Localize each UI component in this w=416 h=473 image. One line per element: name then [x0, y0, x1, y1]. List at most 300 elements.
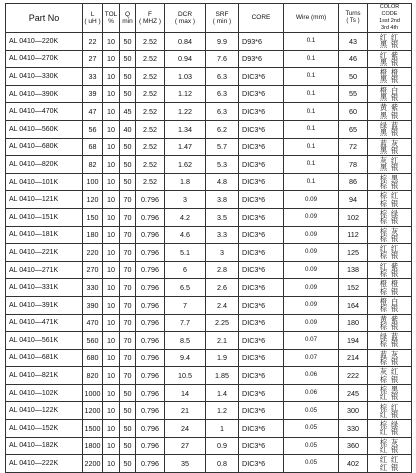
inductance-cell: 82 — [83, 156, 103, 174]
header-turns: Turns ( Ts ) — [339, 4, 368, 33]
wire-cell: 0.09 — [284, 244, 339, 262]
inductance-cell: 390 — [83, 296, 103, 314]
core-cell: DIC3*6 — [239, 314, 284, 332]
core-cell: DIC3*6 — [239, 120, 284, 138]
part-number-cell: AL 0410—270K — [6, 50, 83, 68]
core-cell: DIC3*6 — [239, 279, 284, 297]
turns-cell: 43 — [339, 33, 368, 51]
table-row — [6, 437, 412, 455]
table-row — [6, 68, 412, 86]
table-row — [6, 138, 412, 156]
q-min-cell: 50 — [120, 437, 136, 455]
color-code-line: 棕 灰 — [379, 226, 400, 236]
color-code-line: 黑 银 — [379, 145, 400, 155]
color-code-line: 灰 红 — [379, 156, 400, 166]
core-cell: DIC3*6 — [239, 349, 284, 367]
dcr-cell: 1.22 — [165, 103, 206, 121]
table-row — [6, 85, 412, 103]
dcr-cell: 1.62 — [165, 156, 206, 174]
color-code-line: 黑 银 — [379, 128, 400, 138]
turns-cell: 138 — [339, 261, 368, 279]
q-min-cell: 70 — [120, 244, 136, 262]
part-number-cell: AL 0410—182K — [6, 437, 83, 455]
spec-table — [5, 3, 412, 473]
table-row — [6, 103, 412, 121]
srf-cell: 5.7 — [206, 138, 239, 156]
core-cell: D93*6 — [239, 50, 284, 68]
tolerance-cell: 10 — [103, 138, 120, 156]
inductance-cell: 68 — [83, 138, 103, 156]
turns-cell: 330 — [339, 420, 368, 438]
color-code-line: 红 银 — [379, 427, 400, 437]
header-color-code: COLOR CODE 1sst 2nd 3rd 4th — [368, 4, 412, 33]
color-code-line: 橙 白 — [379, 85, 400, 95]
q-min-cell: 50 — [120, 138, 136, 156]
q-min-cell: 70 — [120, 367, 136, 385]
turns-cell: 72 — [339, 138, 368, 156]
turns-cell: 55 — [339, 85, 368, 103]
tolerance-cell: 10 — [103, 173, 120, 191]
wire-cell: 0.05 — [284, 455, 339, 473]
tolerance-cell: 10 — [103, 455, 120, 473]
table-row — [6, 367, 412, 385]
table-row — [6, 314, 412, 332]
turns-cell: 60 — [339, 103, 368, 121]
q-min-cell: 50 — [120, 402, 136, 420]
color-code-line: 黑 银 — [379, 110, 400, 120]
core-cell: DIC3*6 — [239, 208, 284, 226]
inductor-spec-sheet — [5, 3, 411, 473]
wire-cell: 0.05 — [284, 437, 339, 455]
table-row — [6, 384, 412, 402]
header-row — [6, 4, 412, 33]
table-row — [6, 156, 412, 174]
color-code-cell — [368, 332, 412, 350]
color-code-line: 红 红 — [379, 33, 400, 43]
frequency-cell: 0.796 — [136, 455, 165, 473]
tolerance-cell: 10 — [103, 191, 120, 209]
table-row — [6, 279, 412, 297]
part-number-cell: AL 0410—222K — [6, 455, 83, 473]
q-min-cell: 70 — [120, 261, 136, 279]
dcr-cell: 5.1 — [165, 244, 206, 262]
frequency-cell: 2.52 — [136, 156, 165, 174]
q-min-cell: 70 — [120, 191, 136, 209]
srf-cell: 9.9 — [206, 33, 239, 51]
dcr-cell: 27 — [165, 437, 206, 455]
core-cell: DIC3*6 — [239, 173, 284, 191]
q-min-cell: 50 — [120, 68, 136, 86]
color-code-cell — [368, 68, 412, 86]
turns-cell: 180 — [339, 314, 368, 332]
srf-cell: 2.4 — [206, 296, 239, 314]
color-code-cell — [368, 437, 412, 455]
dcr-cell: 8.5 — [165, 332, 206, 350]
dcr-cell: 7 — [165, 296, 206, 314]
tolerance-cell: 10 — [103, 120, 120, 138]
wire-cell: 0.1 — [284, 173, 339, 191]
wire-cell: 0.06 — [284, 367, 339, 385]
srf-cell: 2.8 — [206, 261, 239, 279]
dcr-cell: 4.6 — [165, 226, 206, 244]
q-min-cell: 50 — [120, 420, 136, 438]
srf-cell: 6.2 — [206, 120, 239, 138]
q-min-cell: 50 — [120, 173, 136, 191]
color-code-line: 棕 银 — [379, 198, 400, 208]
wire-cell: 0.09 — [284, 314, 339, 332]
color-code-line: 橙 白 — [379, 297, 400, 306]
part-number-cell: AL 0410—680K — [6, 138, 83, 156]
color-code-cell — [368, 455, 412, 473]
part-number-cell: AL 0410—391K — [6, 296, 83, 314]
inductance-cell: 180 — [83, 226, 103, 244]
turns-cell: 94 — [339, 191, 368, 209]
dcr-cell: 1.34 — [165, 120, 206, 138]
color-code-line: 棕 银 — [379, 321, 400, 331]
wire-cell: 0.05 — [284, 420, 339, 438]
part-number-cell: AL 0410—681K — [6, 349, 83, 367]
srf-cell: 3.5 — [206, 208, 239, 226]
turns-cell: 86 — [339, 173, 368, 191]
turns-cell: 214 — [339, 349, 368, 367]
table-row — [6, 208, 412, 226]
spec-table-body — [6, 33, 412, 473]
color-code-cell — [368, 296, 412, 314]
turns-cell: 360 — [339, 437, 368, 455]
wire-cell: 0.09 — [284, 296, 339, 314]
tolerance-cell: 10 — [103, 156, 120, 174]
part-number-cell: AL 0410—330K — [6, 68, 83, 86]
turns-cell: 78 — [339, 156, 368, 174]
dcr-cell: 0.84 — [165, 33, 206, 51]
header-frequency: F ( MHZ ) — [136, 4, 165, 33]
turns-cell: 164 — [339, 296, 368, 314]
color-code-line: 红 银 — [379, 462, 400, 472]
color-code-cell — [368, 349, 412, 367]
frequency-cell: 0.796 — [136, 208, 165, 226]
part-number-cell: AL 0410—821K — [6, 367, 83, 385]
q-min-cell: 40 — [120, 120, 136, 138]
frequency-cell: 0.796 — [136, 261, 165, 279]
table-row — [6, 33, 412, 51]
header-srf: SRF ( min ) — [206, 4, 239, 33]
color-code-line: 黄 紫 — [379, 314, 400, 324]
part-number-cell: AL 0410—470K — [6, 103, 83, 121]
tolerance-cell: 10 — [103, 314, 120, 332]
table-row — [6, 50, 412, 68]
table-row — [6, 226, 412, 244]
color-code-line: 红 银 — [379, 444, 400, 454]
dcr-cell: 6 — [165, 261, 206, 279]
tolerance-cell: 10 — [103, 68, 120, 86]
header-q-min: Q min — [120, 4, 136, 33]
srf-cell: 7.6 — [206, 50, 239, 68]
srf-cell: 1 — [206, 420, 239, 438]
inductance-cell: 270 — [83, 261, 103, 279]
color-code-cell — [368, 120, 412, 138]
color-code-line: 橙 橙 — [379, 279, 400, 289]
color-code-line: 黄 紫 — [379, 103, 400, 113]
inductance-cell: 27 — [83, 50, 103, 68]
inductance-cell: 39 — [83, 85, 103, 103]
wire-cell: 0.09 — [284, 261, 339, 279]
wire-cell: 0.06 — [284, 384, 339, 402]
core-cell: DIC3*6 — [239, 85, 284, 103]
color-code-line: 绿 蓝 — [379, 332, 400, 342]
inductance-cell: 56 — [83, 120, 103, 138]
frequency-cell: 0.796 — [136, 332, 165, 350]
frequency-cell: 2.52 — [136, 85, 165, 103]
turns-cell: 152 — [339, 279, 368, 297]
table-row — [6, 420, 412, 438]
table-row — [6, 402, 412, 420]
color-code-line: 棕 绿 — [379, 209, 400, 219]
core-cell: DIC3*6 — [239, 437, 284, 455]
color-code-line: 红 紫 — [379, 50, 400, 60]
srf-cell: 1.2 — [206, 402, 239, 420]
part-number-cell: AL 0410—561K — [6, 332, 83, 350]
dcr-cell: 35 — [165, 455, 206, 473]
srf-cell: 0.8 — [206, 455, 239, 473]
color-code-cell — [368, 402, 412, 420]
color-code-line: 红 银 — [379, 392, 400, 402]
dcr-cell: 4.2 — [165, 208, 206, 226]
core-cell: DIC3*6 — [239, 384, 284, 402]
srf-cell: 2.6 — [206, 279, 239, 297]
dcr-cell: 24 — [165, 420, 206, 438]
inductance-cell: 820 — [83, 367, 103, 385]
frequency-cell: 0.796 — [136, 296, 165, 314]
core-cell: DIC3*6 — [239, 156, 284, 174]
inductance-cell: 120 — [83, 191, 103, 209]
color-code-line: 黑 银 — [379, 163, 400, 173]
inductance-cell: 1500 — [83, 420, 103, 438]
color-code-line: 黑 银 — [379, 75, 400, 85]
turns-cell: 194 — [339, 332, 368, 350]
frequency-cell: 2.52 — [136, 173, 165, 191]
turns-cell: 50 — [339, 68, 368, 86]
inductance-cell: 330 — [83, 279, 103, 297]
q-min-cell: 70 — [120, 332, 136, 350]
inductance-cell: 100 — [83, 173, 103, 191]
inductance-cell: 150 — [83, 208, 103, 226]
wire-cell: 0.1 — [284, 156, 339, 174]
frequency-cell: 0.796 — [136, 384, 165, 402]
frequency-cell: 0.796 — [136, 437, 165, 455]
inductance-cell: 33 — [83, 68, 103, 86]
turns-cell: 125 — [339, 244, 368, 262]
frequency-cell: 0.796 — [136, 314, 165, 332]
core-cell: D93*6 — [239, 33, 284, 51]
tolerance-cell: 10 — [103, 208, 120, 226]
header-tolerance: TOL % — [103, 4, 120, 33]
turns-cell: 222 — [339, 367, 368, 385]
color-code-line: 棕 银 — [379, 251, 400, 261]
srf-cell: 5.3 — [206, 156, 239, 174]
color-code-line: 红 红 — [379, 455, 400, 465]
srf-cell: 1.9 — [206, 349, 239, 367]
core-cell: DIC3*6 — [239, 367, 284, 385]
srf-cell: 1.85 — [206, 367, 239, 385]
tolerance-cell: 10 — [103, 261, 120, 279]
q-min-cell: 70 — [120, 279, 136, 297]
color-code-line: 棕 银 — [379, 216, 400, 226]
color-code-cell — [368, 261, 412, 279]
part-number-cell: AL 0410—560K — [6, 120, 83, 138]
color-code-line: 棕 黑 — [379, 173, 400, 183]
frequency-cell: 0.796 — [136, 191, 165, 209]
color-code-cell — [368, 314, 412, 332]
srf-cell: 6.3 — [206, 68, 239, 86]
tolerance-cell: 10 — [103, 103, 120, 121]
srf-cell: 2.1 — [206, 332, 239, 350]
tolerance-cell: 10 — [103, 437, 120, 455]
color-code-cell — [368, 279, 412, 297]
srf-cell: 6.3 — [206, 85, 239, 103]
table-row — [6, 261, 412, 279]
color-code-cell — [368, 103, 412, 121]
turns-cell: 300 — [339, 402, 368, 420]
wire-cell: 0.1 — [284, 50, 339, 68]
color-code-line: 棕 红 — [379, 402, 400, 412]
color-code-line: 蓝 灰 — [379, 349, 400, 359]
frequency-cell: 2.52 — [136, 68, 165, 86]
wire-cell: 0.05 — [284, 402, 339, 420]
part-number-cell: AL 0410—220K — [6, 33, 83, 51]
color-code-line: 棕 黑 — [379, 384, 400, 394]
color-code-line: 红 红 — [379, 244, 400, 254]
part-number-cell: AL 0410—102K — [6, 384, 83, 402]
color-code-cell — [368, 50, 412, 68]
color-code-line: 灰 红 — [379, 367, 400, 377]
inductance-cell: 470 — [83, 314, 103, 332]
q-min-cell: 50 — [120, 384, 136, 402]
color-code-cell — [368, 420, 412, 438]
core-cell: DIC3*6 — [239, 332, 284, 350]
wire-cell: 0.09 — [284, 191, 339, 209]
inductance-cell: 680 — [83, 349, 103, 367]
dcr-cell: 1.8 — [165, 173, 206, 191]
wire-cell: 0.09 — [284, 226, 339, 244]
color-code-line: 黑 银 — [379, 93, 400, 103]
wire-cell: 0.1 — [284, 68, 339, 86]
wire-cell: 0.1 — [284, 85, 339, 103]
tolerance-cell: 10 — [103, 384, 120, 402]
color-code-line: 棕 银 — [379, 304, 400, 314]
color-code-cell — [368, 33, 412, 51]
q-min-cell: 70 — [120, 349, 136, 367]
dcr-cell: 10.5 — [165, 367, 206, 385]
srf-cell: 2.25 — [206, 314, 239, 332]
part-number-cell: AL 0410—121K — [6, 191, 83, 209]
table-row — [6, 173, 412, 191]
table-row — [6, 349, 412, 367]
color-code-line: 绿 蓝 — [379, 121, 400, 131]
q-min-cell: 70 — [120, 208, 136, 226]
inductance-cell: 47 — [83, 103, 103, 121]
header-inductance: L ( uH ) — [83, 4, 103, 33]
tolerance-cell: 10 — [103, 50, 120, 68]
core-cell: DIC3*6 — [239, 420, 284, 438]
color-code-line: 棕 银 — [379, 233, 400, 243]
core-cell: DIC3*6 — [239, 191, 284, 209]
tolerance-cell: 10 — [103, 33, 120, 51]
frequency-cell: 0.796 — [136, 349, 165, 367]
dcr-cell: 14 — [165, 384, 206, 402]
q-min-cell: 50 — [120, 50, 136, 68]
table-row — [6, 455, 412, 473]
frequency-cell: 2.52 — [136, 120, 165, 138]
color-code-cell — [368, 156, 412, 174]
dcr-cell: 0.94 — [165, 50, 206, 68]
wire-cell: 0.1 — [284, 138, 339, 156]
dcr-cell: 21 — [165, 402, 206, 420]
core-cell: DIC3*6 — [239, 261, 284, 279]
part-number-cell: AL 0410—820K — [6, 156, 83, 174]
header-dcr: DCR ( max ) — [165, 4, 206, 33]
tolerance-cell: 10 — [103, 226, 120, 244]
srf-cell: 3 — [206, 244, 239, 262]
part-number-cell: AL 0410—181K — [6, 226, 83, 244]
turns-cell: 65 — [339, 120, 368, 138]
part-number-cell: AL 0410—152K — [6, 420, 83, 438]
part-number-cell: AL 0410—122K — [6, 402, 83, 420]
turns-cell: 112 — [339, 226, 368, 244]
frequency-cell: 0.796 — [136, 244, 165, 262]
frequency-cell: 2.52 — [136, 138, 165, 156]
color-code-line: 红 银 — [379, 409, 400, 419]
header-core: CORE — [239, 4, 284, 33]
frequency-cell: 2.52 — [136, 103, 165, 121]
frequency-cell: 2.52 — [136, 33, 165, 51]
core-cell: DIC3*6 — [239, 68, 284, 86]
dcr-cell: 6.5 — [165, 279, 206, 297]
part-number-cell: AL 0410—151K — [6, 208, 83, 226]
part-number-cell: AL 0410—390K — [6, 85, 83, 103]
frequency-cell: 0.796 — [136, 367, 165, 385]
color-code-cell — [368, 191, 412, 209]
header-part-no: Part No — [6, 4, 83, 33]
inductance-cell: 22 — [83, 33, 103, 51]
q-min-cell: 50 — [120, 455, 136, 473]
core-cell: DIC3*6 — [239, 103, 284, 121]
wire-cell: 0.1 — [284, 33, 339, 51]
part-number-cell: AL 0410—471K — [6, 314, 83, 332]
tolerance-cell: 10 — [103, 367, 120, 385]
table-row — [6, 244, 412, 262]
frequency-cell: 0.796 — [136, 279, 165, 297]
tolerance-cell: 10 — [103, 349, 120, 367]
color-code-cell — [368, 208, 412, 226]
dcr-cell: 3 — [165, 191, 206, 209]
dcr-cell: 9.4 — [165, 349, 206, 367]
srf-cell: 4.8 — [206, 173, 239, 191]
srf-cell: 1.4 — [206, 384, 239, 402]
color-code-line: 棕 灰 — [379, 437, 400, 447]
srf-cell: 3.3 — [206, 226, 239, 244]
srf-cell: 0.9 — [206, 437, 239, 455]
q-min-cell: 50 — [120, 156, 136, 174]
color-code-line: 黑 银 — [379, 57, 400, 67]
tolerance-cell: 10 — [103, 279, 120, 297]
color-code-line: 棕 银 — [379, 374, 400, 384]
q-min-cell: 50 — [120, 33, 136, 51]
color-code-line: 棕 绿 — [379, 420, 400, 430]
q-min-cell: 45 — [120, 103, 136, 121]
frequency-cell: 2.52 — [136, 50, 165, 68]
turns-cell: 402 — [339, 455, 368, 473]
srf-cell: 3.8 — [206, 191, 239, 209]
